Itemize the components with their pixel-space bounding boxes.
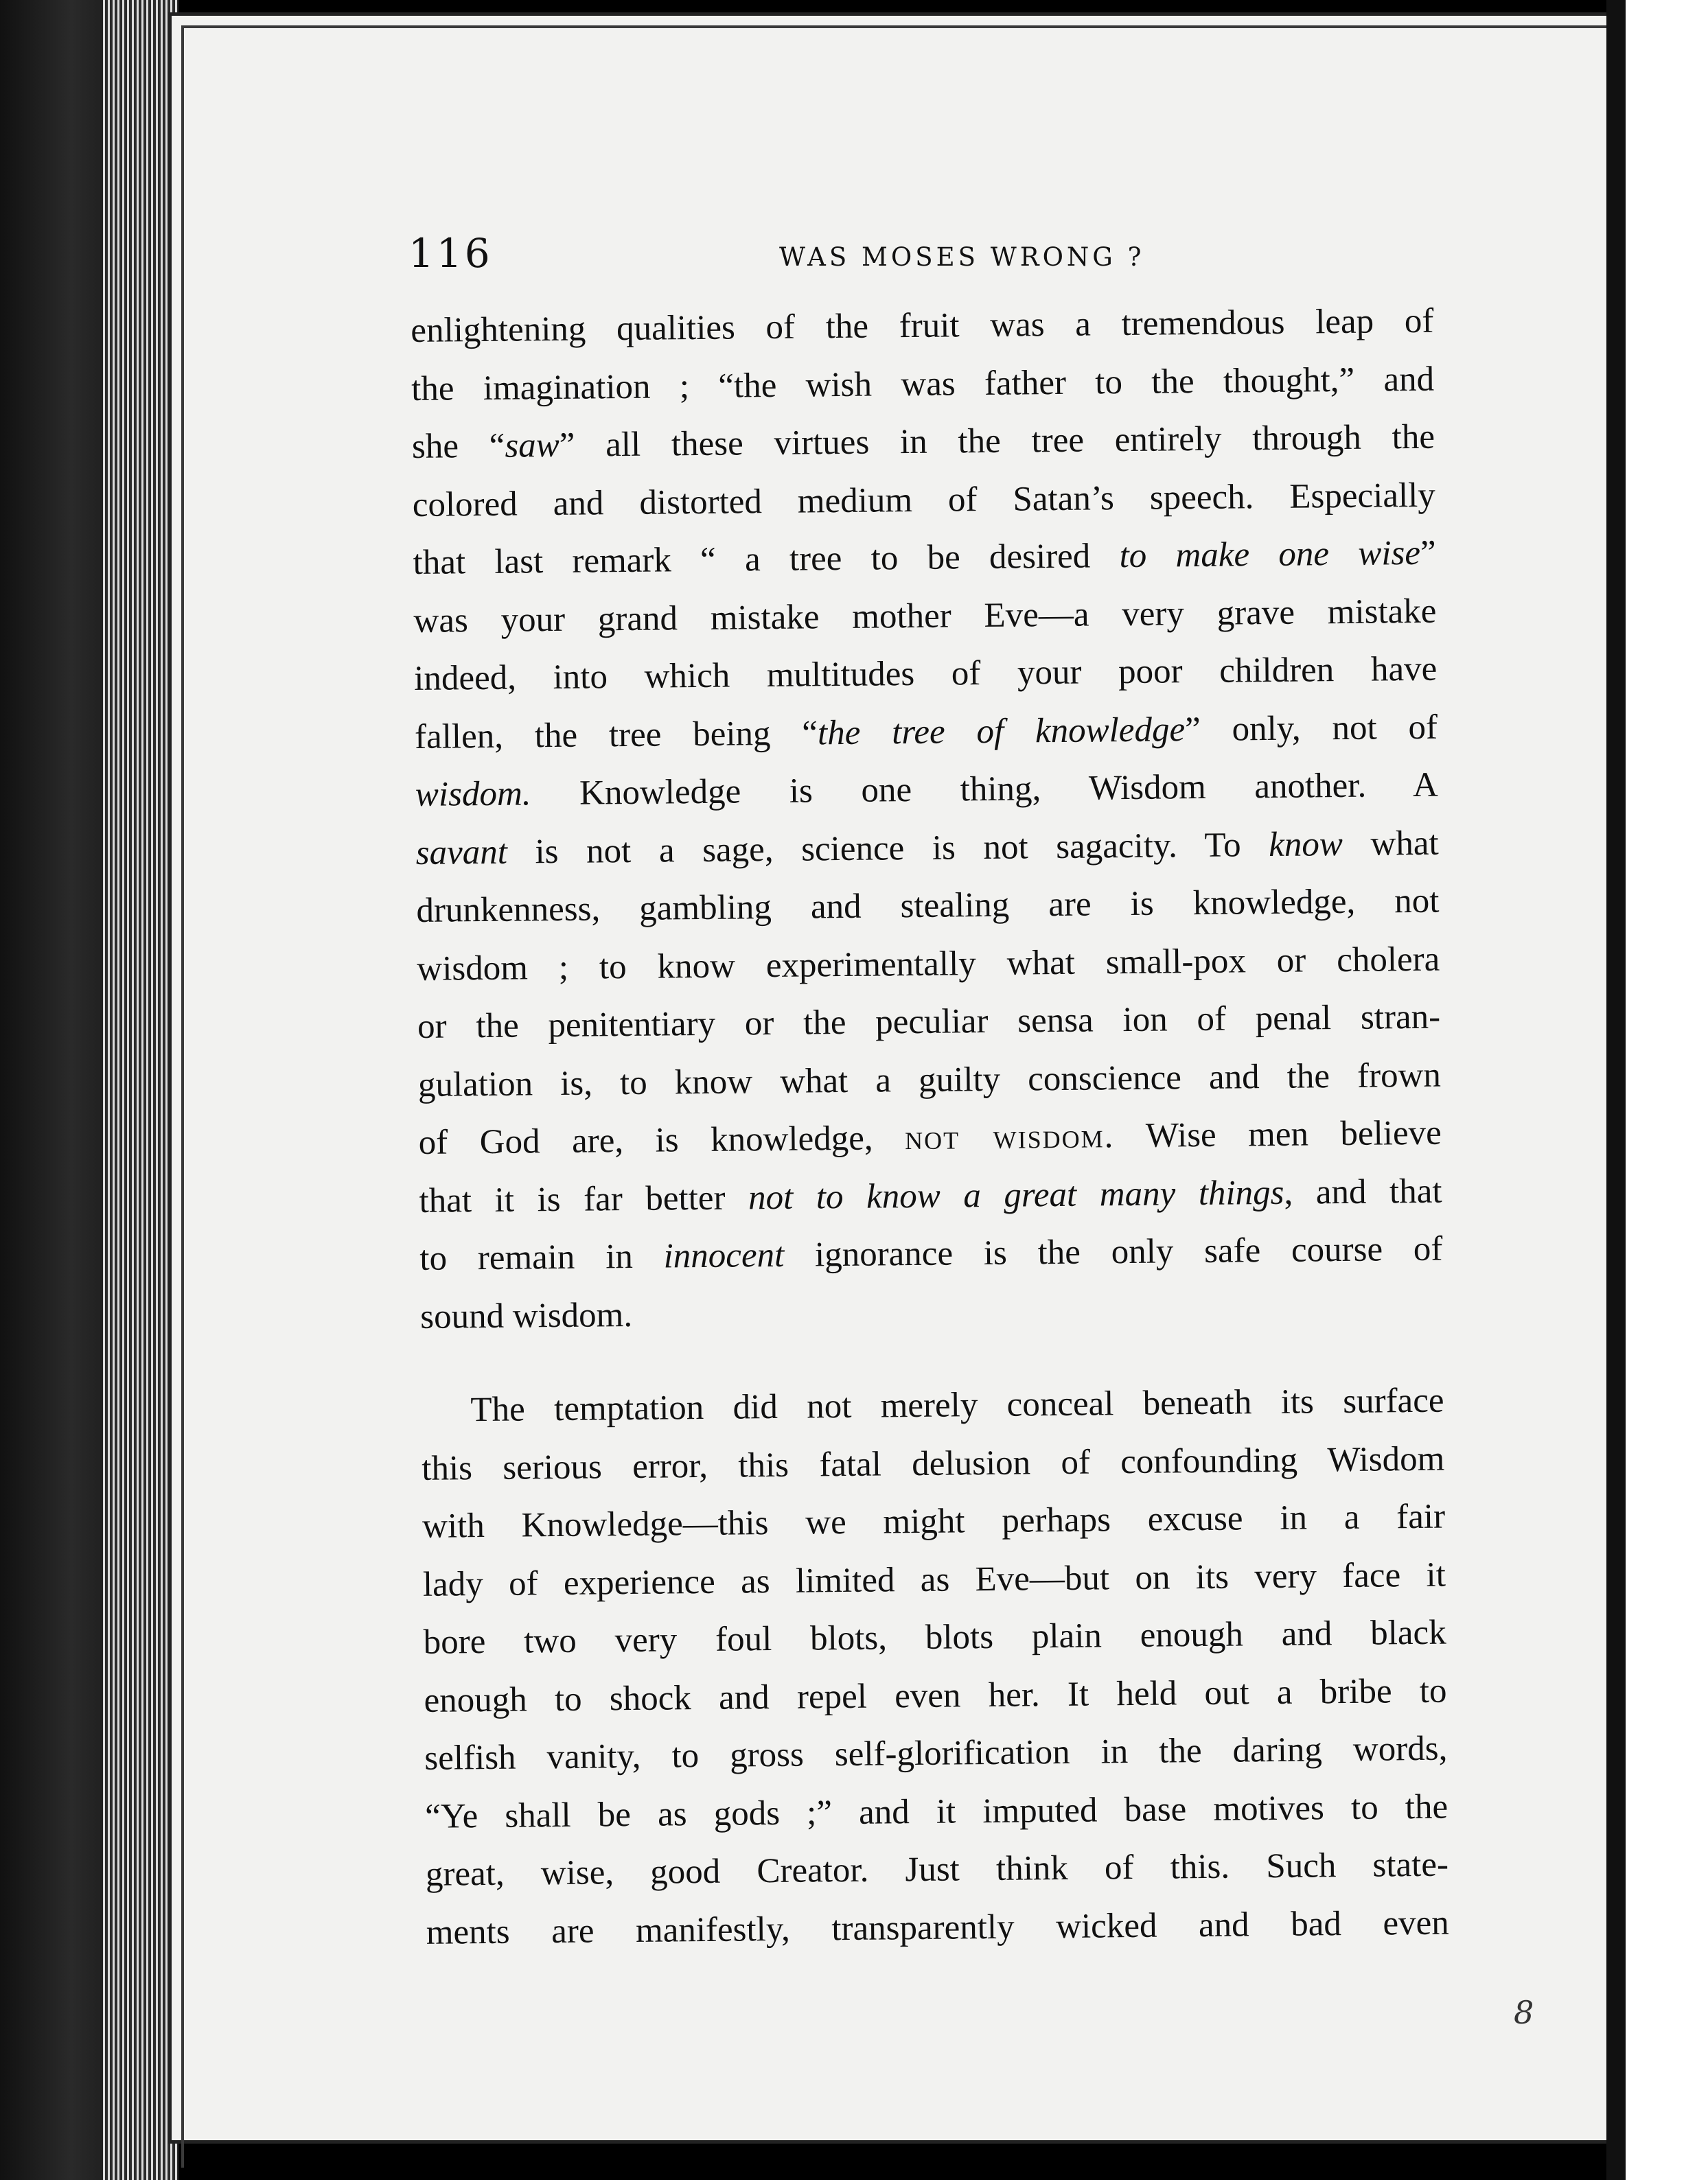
text-line: this serious error, this fatal delusion of confounding Wisdom (422, 1439, 1445, 1488)
text-span: that it is far better (419, 1178, 749, 1220)
page-number: 116 (408, 230, 493, 277)
text-span: to remain in (419, 1237, 664, 1278)
text-span: ” all these virtues in the tree entirely through the (559, 417, 1435, 465)
text-line: was your grand mistake mother Eve—a very grave mistake (413, 592, 1437, 640)
text-line (415, 756, 1438, 824)
italic-span: to make one wise (1119, 533, 1421, 576)
text-line (419, 1220, 1443, 1288)
text-span: she “ (411, 426, 505, 466)
text-line: with Knowledge—this we might perhaps excuse in a fair (422, 1497, 1446, 1546)
text-line (415, 698, 1438, 766)
text-line: selfish vanity, to gross self-glorification in the daring words, (424, 1729, 1448, 1778)
text-span: that last remark “ a tree to be desired (413, 537, 1120, 582)
italic-span: innocent (663, 1236, 785, 1276)
text-line (419, 1162, 1442, 1230)
text-span: ” only, not of (1184, 708, 1438, 749)
margin-mark: 8 (1514, 1994, 1534, 2031)
text-span: ignorance is the only safe course of (783, 1229, 1443, 1275)
text-line: indeed, into which multitudes of your poor children have (414, 649, 1438, 698)
italic-span: savant (415, 833, 508, 872)
text-span: what (1342, 824, 1439, 863)
body-text (411, 292, 1449, 1962)
text-span: of God are, is knowledge, (418, 1119, 905, 1162)
text-line: wisdom ; to know experimentally what small-pox or cholera (417, 940, 1440, 988)
text-line: The temptation did not merely conceal beneath its surface (470, 1381, 1444, 1430)
text-line: drunkenness, gambling and stealing are is knowledge, not (416, 881, 1440, 930)
book-page-edges (103, 0, 178, 2180)
text-line: bore two very foul blots, blots plain enough and black (423, 1613, 1446, 1662)
scan-background-right (1622, 0, 1708, 2180)
italic-span: the tree of knowledge (817, 710, 1186, 752)
text-line: great, wise, good Creator. Just think of this. Such state- (425, 1845, 1449, 1894)
italic-span: saw (505, 426, 560, 465)
text-span: fallen, the tree being “ (414, 713, 818, 756)
text-span: , and that (1284, 1172, 1442, 1212)
italic-span: know (1268, 824, 1343, 864)
italic-span: not to know a great many things (748, 1173, 1284, 1217)
text-line: enough to shock and repel even her. It held out a bribe to (424, 1671, 1447, 1720)
text-line: colored and distorted medium of Satan’s speech. Especially (412, 476, 1436, 524)
text-span: Wise men believe (1114, 1113, 1442, 1156)
running-head: WAS MOSES WRONG ? (779, 242, 1145, 272)
text-line (413, 524, 1436, 592)
text-line: lady of experience as limited as Eve—but on its very face it (422, 1555, 1446, 1604)
text-line (412, 408, 1435, 476)
small-caps-span: not wisdom. (904, 1117, 1115, 1158)
text-line (418, 1104, 1442, 1172)
text-span: is not a sage, science is not sagacity. To (507, 825, 1269, 872)
italic-span: wisdom. (415, 774, 531, 814)
scan-gutter-bar (1606, 0, 1622, 2180)
text-line: sound wisdom. (419, 1295, 633, 1336)
text-line: enlightening qualities of the fruit was a tremendous leap of (411, 301, 1434, 350)
text-line: the imagination ; “the wish was father to the thought,” and (411, 360, 1435, 408)
text-span: Knowledge is one thing, Wisdom another. A (531, 765, 1439, 813)
text-line: ments are manifestly, transparently wicked and bad even (426, 1903, 1450, 1952)
text-line (415, 814, 1439, 882)
text-line: “Ye shall be as gods ;” and it imputed base motives to the (424, 1787, 1449, 1836)
text-line: or the penitentiary or the peculiar sensa ion of penal stran- (417, 997, 1441, 1046)
text-line: gulation is, to know what a guilty conscience and the frown (417, 1056, 1442, 1104)
text-span: ” (1420, 533, 1436, 572)
